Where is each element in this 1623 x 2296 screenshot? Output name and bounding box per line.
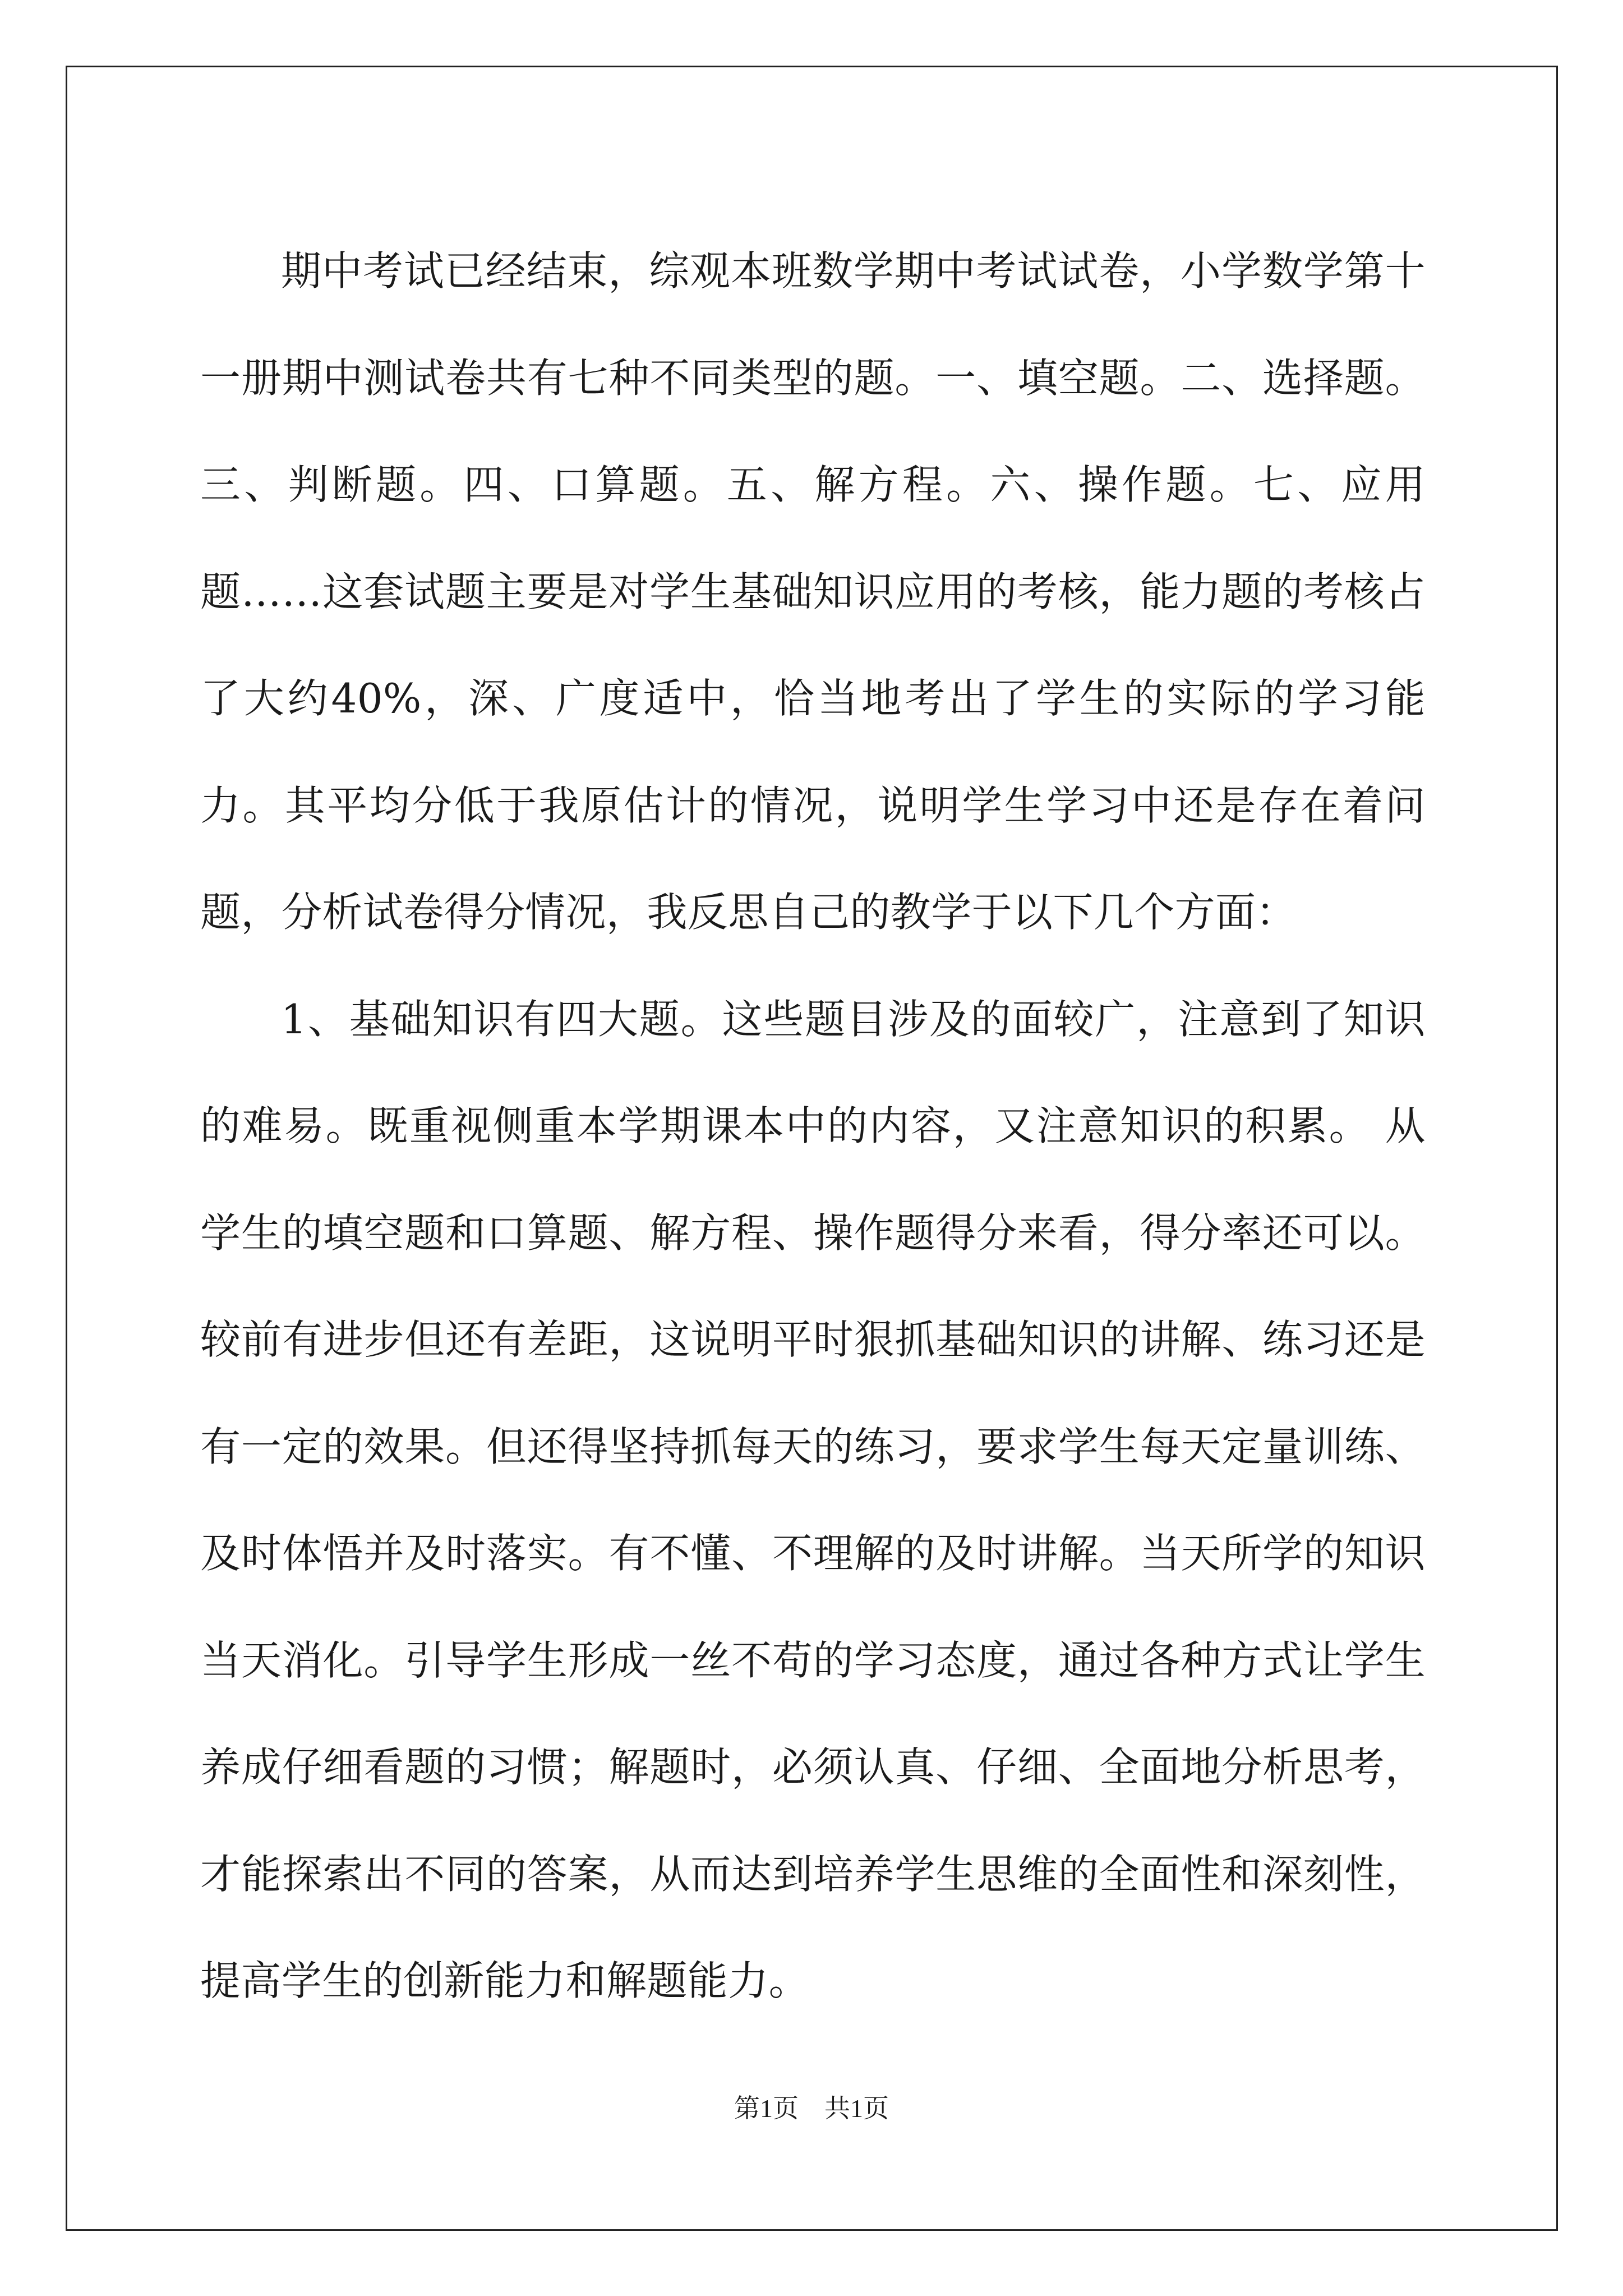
document-body <box>200 218 1426 2035</box>
page-footer: 第1页 共1页 <box>734 2094 889 2123</box>
paragraph-intro: 期中考试已经结束，综观本班数学期中考试试卷，小学数学第十一册期中测试卷共有七种不同类型的题。一、填空题。二、选择题。三、判断题。四、口算题。五、解方程。六、操作题。七、应用题……这套试题主要是对学生基础知识应用的考核，能力题的考核占了大约40%，深、广度适中，恰当地考出了学生的实际的学习能力。其平均分低于我原估计的情况，说明学生学习中还是存在着问题，分析试卷得分情况，我反思自己的教学于以下几个方面： <box>200 247 1426 936</box>
paragraph-basic-knowledge: 1、基础知识有四大题。这些题目涉及的面较广，注意到了知识的难易。既重视侧重本学期课本中的内容，又注意知识的积累。 从学生的填空题和口算题、解方程、操作题得分来看，得分率还可以。较前有进步但还有差距，这说明平时狠抓基础知识的讲解、练习还是有一定的效果。但还得坚持抓每天的练习，要求学生每天定量训练、及时体悟并及时落实。有不懂、不理解的及时讲解。当天所学的知识当天消化。引导学生形成一丝不苟的学习态度，通过各种方式让学生养成仔细看题的习惯；解题时，必须认真、仔细、全面地分析思考，才能探索出不同的答案，从而达到培养学生思维的全面性和深刻性，提高学生的创新能力和解题能力。 <box>200 995 1426 2004</box>
